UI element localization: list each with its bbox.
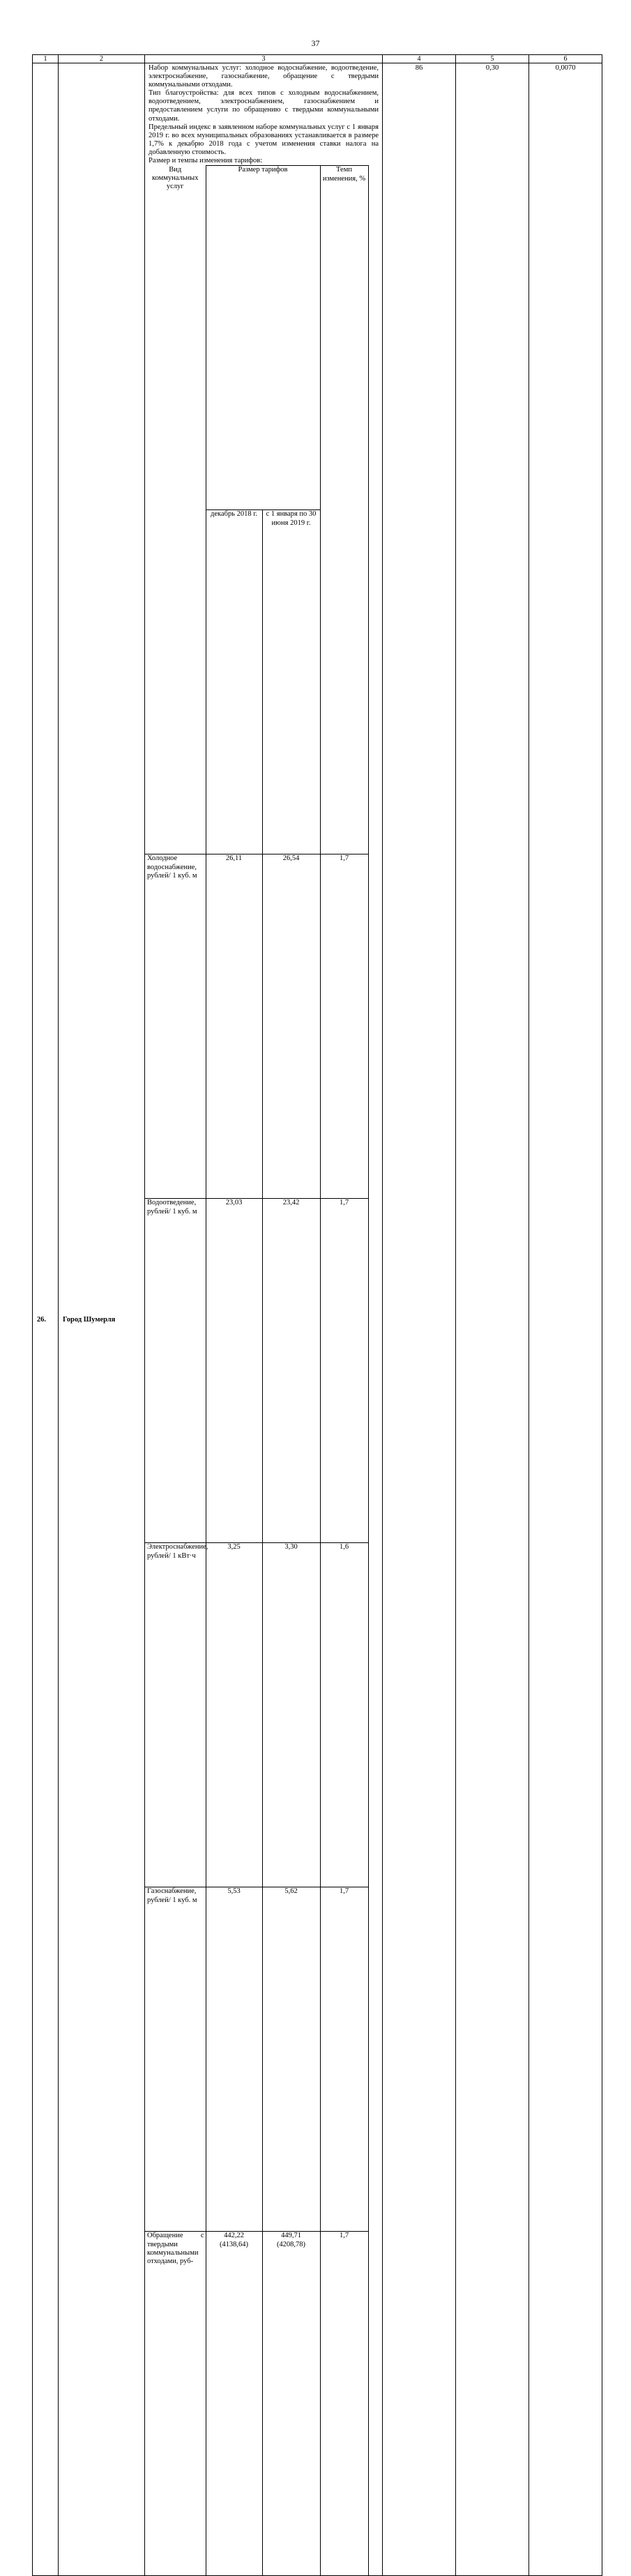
tariff-row — [145, 854, 368, 1199]
service-name: Холодное водоснабжение, рублей/ 1 куб. м — [145, 854, 206, 1199]
january-value: 3,30 — [262, 1543, 320, 1887]
december-header: декабрь 2018 г. — [206, 510, 262, 854]
december-value-main: 442,22 — [224, 2232, 244, 2240]
page-number: 37 — [311, 38, 320, 48]
column-5-value: 0,30 — [456, 63, 529, 2576]
services-paragraph: Набор коммунальных услуг: холодное водоснабжение, водоотведение, электроснабжение, газоснабжение, обращение с твердыми коммунальными отходами. — [149, 64, 379, 89]
tariff-row — [145, 1887, 368, 2232]
december-value-secondary: (4138,64) — [219, 2240, 249, 2248]
column-4-value: 86 — [383, 63, 456, 2576]
tariff-row — [145, 2232, 368, 2576]
column-number: 6 — [529, 55, 602, 63]
december-value: 5,53 — [206, 1887, 262, 2232]
change-rate-value: 1,7 — [320, 2232, 368, 2576]
january-value-main: 449,71 — [281, 2232, 301, 2240]
january-header: с 1 января по 30 июня 2019 г. — [262, 510, 320, 854]
tariff-size-header: Размер тарифов — [206, 166, 320, 510]
change-rate-value: 1,7 — [320, 854, 368, 1199]
column-number: 2 — [59, 55, 145, 63]
december-value: 23,03 — [206, 1199, 262, 1543]
column-number: 1 — [33, 55, 59, 63]
january-value: 5,62 — [262, 1887, 320, 2232]
tariff-row — [145, 1199, 368, 1543]
tariffs-caption: Размер и темпы изменения тарифов: — [149, 157, 263, 165]
change-rate-header: Темп изменения, % — [320, 166, 368, 854]
change-rate-value: 1,7 — [320, 1887, 368, 2232]
december-value: 26,11 — [206, 854, 262, 1199]
service-name: Электроснабжение, рублей/ 1 кВт·ч — [145, 1543, 206, 1887]
january-value: 23,42 — [262, 1199, 320, 1543]
change-rate-value: 1,7 — [320, 1199, 368, 1543]
service-name: Газоснабжение, рублей/ 1 куб. м — [145, 1887, 206, 2232]
service-type-header: Вид коммунальных услуг — [145, 166, 206, 854]
tariff-row — [145, 1543, 368, 1887]
january-value-secondary: (4208,78) — [276, 2240, 306, 2248]
december-value: 3,25 — [206, 1543, 262, 1887]
tariff-header-row — [145, 166, 368, 510]
improvement-type-paragraph: Тип благоустройства: для всех типов с холодным водоснабжением, водоотведением, электроснабжением, газоснабжением и предоставлением услуги по обращению с твердыми коммунальными отходами. — [149, 89, 379, 123]
column-number: 3 — [145, 55, 383, 63]
column-6-value: 0,0070 — [529, 63, 602, 2576]
column-number: 4 — [383, 55, 456, 63]
description-cell — [145, 63, 383, 2576]
column-number: 5 — [456, 55, 529, 63]
tariff-table — [145, 165, 369, 2575]
municipality-name: Город Шумерля — [59, 63, 145, 2576]
january-value — [262, 2232, 320, 2576]
table-row — [33, 63, 602, 2576]
january-value: 26,54 — [262, 854, 320, 1199]
indices-table — [32, 54, 602, 2576]
change-rate-value: 1,6 — [320, 1543, 368, 1887]
index-paragraph: Предельный индекс в заявленном наборе коммунальных услуг с 1 января 2019 г. во всех муниципальных образованиях устанавливается в размере 1,7% к декабрю 2018 года с учетом изменения ставки налога на добавленную стоимость. — [149, 123, 379, 156]
service-name: Обращение с твердыми коммунальными отходами, руб- — [145, 2232, 206, 2576]
december-value — [206, 2232, 262, 2576]
column-number-row — [33, 55, 602, 63]
row-number: 26. — [33, 63, 59, 2576]
service-name: Водоотведение, рублей/ 1 куб. м — [145, 1199, 206, 1543]
